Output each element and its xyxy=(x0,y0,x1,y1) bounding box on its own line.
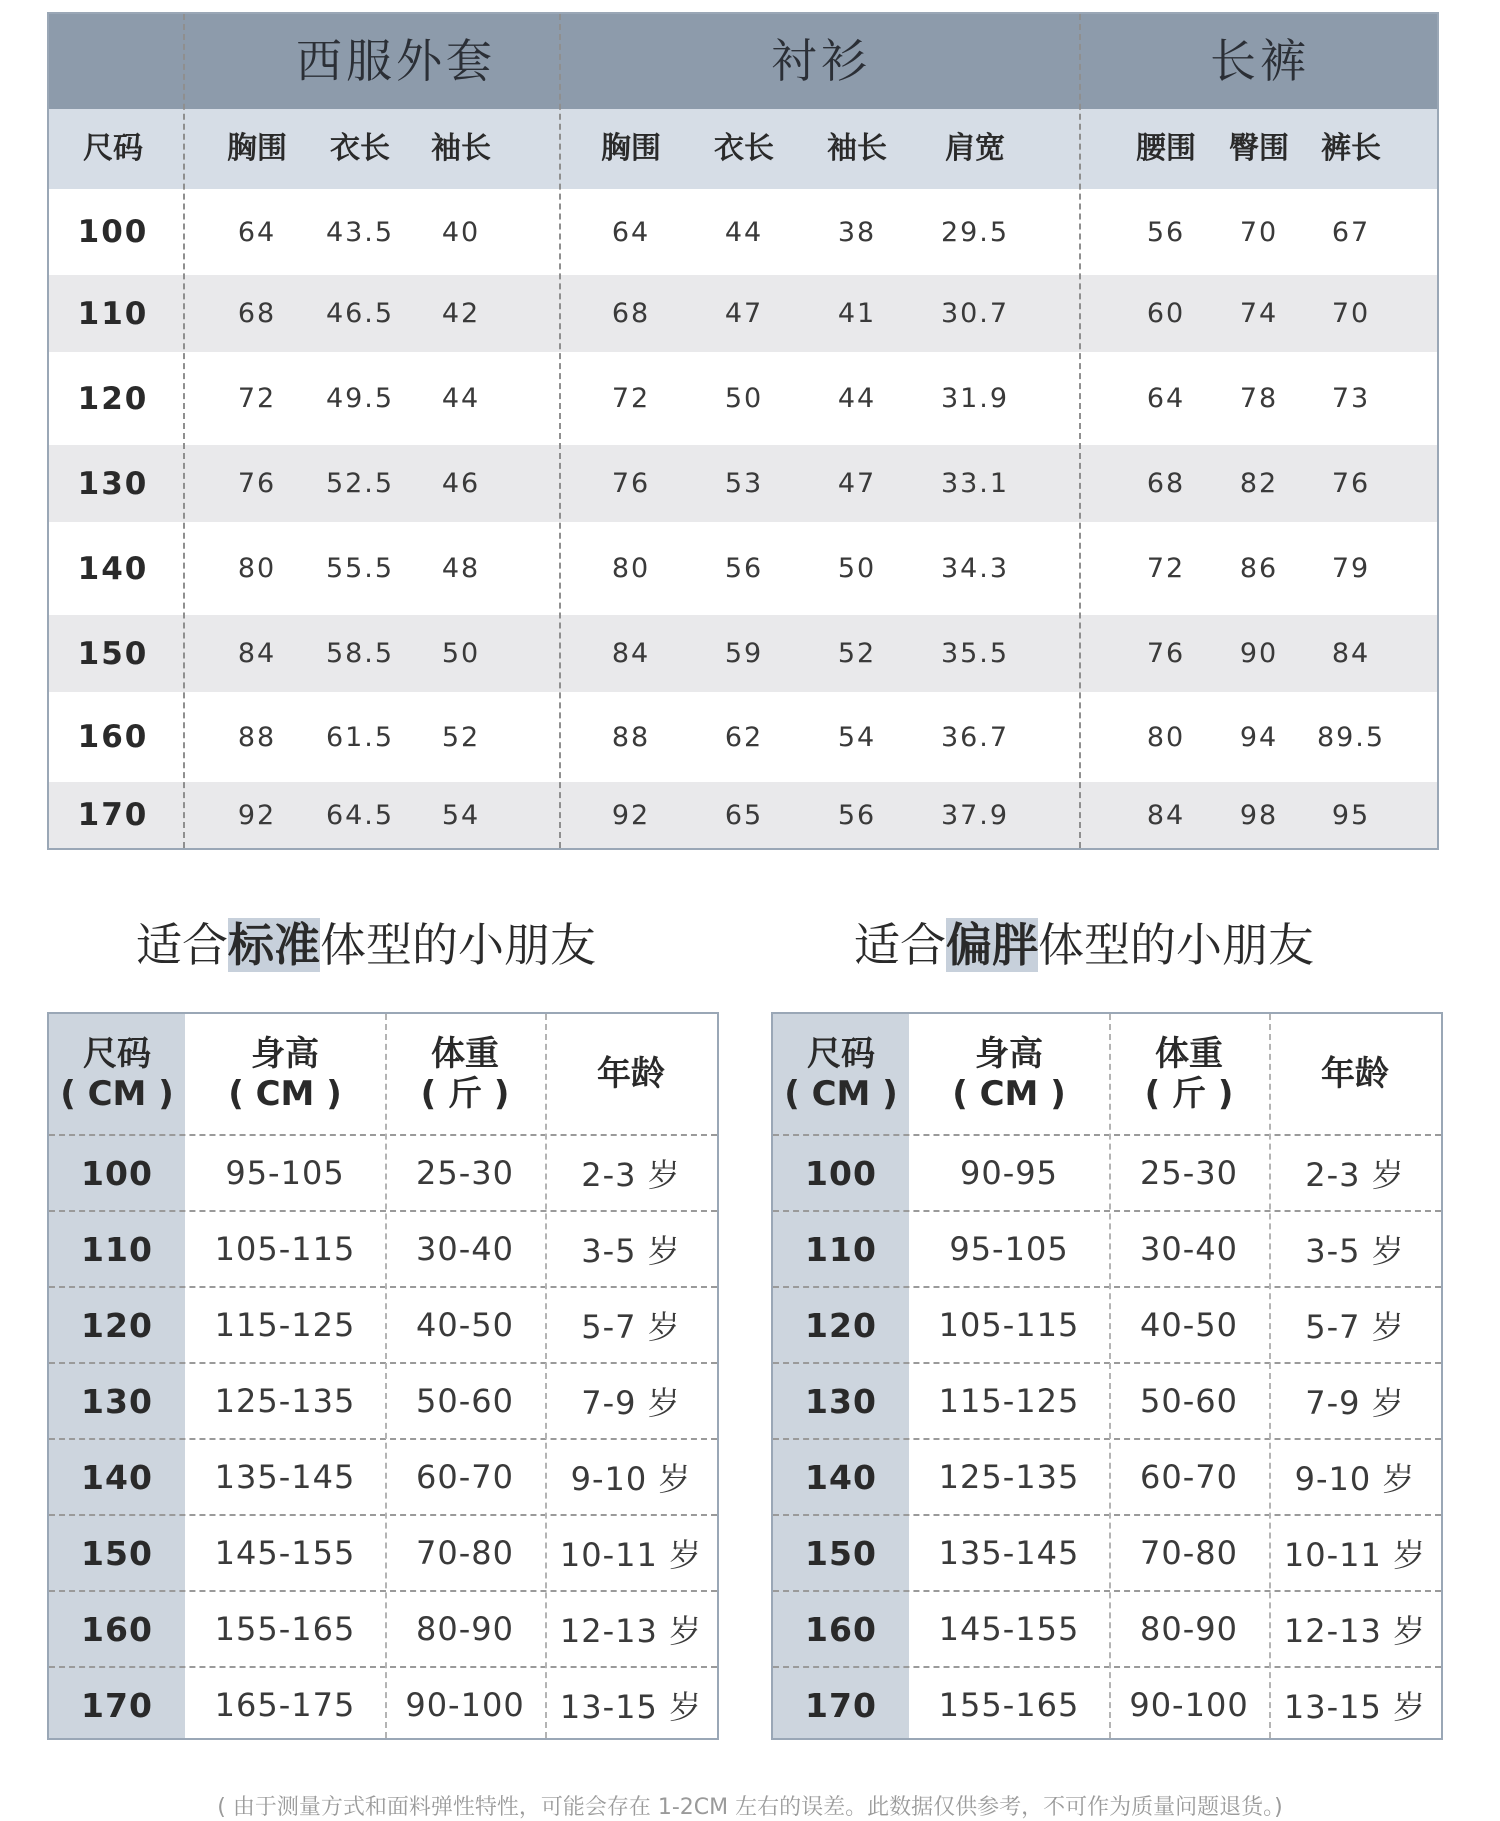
measurement-cell: 86 xyxy=(1239,553,1279,584)
column-header-label: 尺码 xyxy=(806,1034,875,1074)
table-row xyxy=(49,1286,717,1362)
size-cell: 160 xyxy=(805,1609,877,1649)
measurement-cell: 44 xyxy=(724,216,764,248)
heading-highlight: 标准 xyxy=(228,918,320,972)
value-cell: 90-100 xyxy=(405,1686,525,1724)
measurement-cell: 60 xyxy=(1146,298,1186,329)
column-header: 衣长 xyxy=(330,131,390,166)
measurement-cell: 72 xyxy=(1146,553,1186,584)
column-divider xyxy=(385,1014,387,1738)
measurement-cell: 42 xyxy=(441,298,481,329)
table-header-row xyxy=(49,1014,717,1134)
value-cell: 30-40 xyxy=(416,1230,514,1268)
value-cell: 115-125 xyxy=(938,1382,1080,1420)
size-cell: 150 xyxy=(805,1533,877,1573)
value-cell: 40-50 xyxy=(416,1306,514,1344)
table-row xyxy=(773,1362,1441,1438)
measurement-cell: 84 xyxy=(1146,799,1186,831)
value-cell: 2-3 岁 xyxy=(1305,1156,1405,1194)
value-cell: 13-15 岁 xyxy=(559,1688,703,1726)
size-cell: 170 xyxy=(805,1685,877,1725)
value-cell: 50-60 xyxy=(1140,1382,1238,1420)
measurement-cell: 88 xyxy=(611,721,651,753)
measurement-cell: 70 xyxy=(1331,298,1371,329)
measurement-cell: 35.5 xyxy=(940,638,1010,669)
table-row xyxy=(49,522,1437,615)
column-header xyxy=(385,1014,545,1134)
column-header xyxy=(1109,1014,1269,1134)
measurement-cell: 68 xyxy=(611,298,651,329)
measurement-cell: 80 xyxy=(611,553,651,584)
table-row xyxy=(49,1438,717,1514)
measurement-cell: 44 xyxy=(837,383,877,414)
value-cell: 12-13 岁 xyxy=(559,1612,703,1650)
column-header: 袖长 xyxy=(431,131,491,166)
measurement-cell: 53 xyxy=(724,468,764,499)
measurement-cell: 29.5 xyxy=(940,216,1010,248)
size-cell: 140 xyxy=(77,550,149,587)
column-header: 臀围 xyxy=(1229,131,1289,166)
measurement-cell: 37.9 xyxy=(940,799,1010,831)
value-cell: 125-135 xyxy=(214,1382,356,1420)
table-row xyxy=(49,1666,717,1740)
measurement-cell: 59 xyxy=(724,638,764,669)
table-row xyxy=(773,1438,1441,1514)
value-cell: 105-115 xyxy=(214,1230,356,1268)
table-row xyxy=(49,1514,717,1590)
value-cell: 10-11 岁 xyxy=(1283,1536,1427,1574)
table-row xyxy=(49,445,1437,522)
column-header: 胸围 xyxy=(601,131,661,166)
table-row xyxy=(49,1590,717,1666)
size-cell: 150 xyxy=(81,1533,153,1573)
measurement-cell: 61.5 xyxy=(325,721,395,753)
value-cell: 10-11 岁 xyxy=(559,1536,703,1574)
value-cell: 80-90 xyxy=(416,1610,514,1648)
measurement-cell: 33.1 xyxy=(940,468,1010,499)
value-cell: 3-5 岁 xyxy=(581,1232,681,1270)
table-row xyxy=(49,615,1437,692)
value-cell: 135-145 xyxy=(214,1458,356,1496)
size-cell: 120 xyxy=(77,380,149,417)
measurement-cell: 84 xyxy=(611,638,651,669)
value-cell: 5-7 岁 xyxy=(581,1308,681,1346)
value-cell: 90-95 xyxy=(960,1154,1058,1192)
size-cell: 150 xyxy=(77,635,149,672)
value-cell: 7-9 岁 xyxy=(1305,1384,1405,1422)
size-cell: 100 xyxy=(77,214,149,250)
size-cell: 140 xyxy=(805,1457,877,1497)
value-cell: 40-50 xyxy=(1140,1306,1238,1344)
measurement-cell: 64 xyxy=(237,216,277,248)
column-divider xyxy=(1269,1014,1271,1738)
value-cell: 95-105 xyxy=(949,1230,1069,1268)
column-header: 胸围 xyxy=(227,131,287,166)
value-cell: 7-9 岁 xyxy=(581,1384,681,1422)
value-cell: 135-145 xyxy=(938,1534,1080,1572)
measurement-cell: 38 xyxy=(837,216,877,248)
measurement-cell: 41 xyxy=(837,298,877,329)
column-divider xyxy=(545,1014,547,1738)
measurement-cell: 73 xyxy=(1331,383,1371,414)
size-cell: 110 xyxy=(81,1229,153,1269)
measurement-cell: 79 xyxy=(1331,553,1371,584)
measurement-cell: 95 xyxy=(1331,799,1371,831)
measurement-cell: 82 xyxy=(1239,468,1279,499)
size-cell: 130 xyxy=(81,1381,153,1421)
group-title-suit-jacket: 西服外套 xyxy=(296,34,496,88)
measurement-cell: 54 xyxy=(441,799,481,831)
measurement-cell: 52 xyxy=(837,638,877,669)
table-row xyxy=(49,692,1437,782)
value-cell: 155-165 xyxy=(938,1686,1080,1724)
measurement-cell: 68 xyxy=(1146,468,1186,499)
value-cell: 95-105 xyxy=(225,1154,345,1192)
value-cell: 165-175 xyxy=(214,1686,356,1724)
value-cell: 155-165 xyxy=(214,1610,356,1648)
value-cell: 3-5 岁 xyxy=(1305,1232,1405,1270)
column-header-label: 尺码 xyxy=(82,1034,151,1074)
column-header-unit: ( 斤 ) xyxy=(1144,1074,1234,1114)
table-row xyxy=(49,352,1437,445)
measurement-cell: 62 xyxy=(724,721,764,753)
value-cell: 25-30 xyxy=(1140,1154,1238,1192)
column-header-label: 身高 xyxy=(974,1034,1043,1074)
value-cell: 70-80 xyxy=(416,1534,514,1572)
chubby-body-heading xyxy=(854,912,1314,978)
column-header xyxy=(1269,1014,1441,1134)
measurement-cell: 50 xyxy=(837,553,877,584)
measurement-cell: 56 xyxy=(724,553,764,584)
column-header-label: 体重 xyxy=(430,1034,499,1074)
measurement-cell: 30.7 xyxy=(940,298,1010,329)
measurement-cell: 47 xyxy=(837,468,877,499)
measurement-cell: 52.5 xyxy=(325,468,395,499)
heading-suffix: 体型的小朋友 xyxy=(320,918,596,972)
measurement-cell: 50 xyxy=(441,638,481,669)
column-header-label: 年龄 xyxy=(597,1054,665,1094)
column-header-unit: ( CM ) xyxy=(60,1074,174,1114)
value-cell: 145-155 xyxy=(214,1534,356,1572)
table-row xyxy=(773,1134,1441,1210)
value-cell: 13-15 岁 xyxy=(1283,1688,1427,1726)
size-cell: 160 xyxy=(77,719,149,755)
measurement-cell: 58.5 xyxy=(325,638,395,669)
table-row xyxy=(49,782,1437,848)
column-header-label: 体重 xyxy=(1154,1034,1223,1074)
group-title-shirt: 衬衫 xyxy=(771,34,871,88)
value-cell: 5-7 岁 xyxy=(1305,1308,1405,1346)
measurement-cell: 76 xyxy=(1146,638,1186,669)
table-header-row xyxy=(773,1014,1441,1134)
column-header: 裤长 xyxy=(1321,131,1381,166)
measurement-cell: 74 xyxy=(1239,298,1279,329)
measurement-cell: 76 xyxy=(237,468,277,499)
size-cell: 110 xyxy=(77,295,149,332)
heading-suffix: 体型的小朋友 xyxy=(1038,918,1314,972)
measurement-cell: 34.3 xyxy=(940,553,1010,584)
column-header: 袖长 xyxy=(827,131,887,166)
measurement-cell: 68 xyxy=(237,298,277,329)
measurement-cell: 46.5 xyxy=(325,298,395,329)
value-cell: 12-13 岁 xyxy=(1283,1612,1427,1650)
measurement-cell: 88 xyxy=(237,721,277,753)
column-header-label: 身高 xyxy=(250,1034,319,1074)
value-cell: 125-135 xyxy=(938,1458,1080,1496)
column-divider xyxy=(183,14,185,848)
measurement-cell: 64.5 xyxy=(325,799,395,831)
standard-body-heading xyxy=(136,912,596,978)
measurement-cell: 36.7 xyxy=(940,721,1010,753)
measurement-cell: 65 xyxy=(724,799,764,831)
column-header-unit: ( CM ) xyxy=(784,1074,898,1114)
measurement-cell: 56 xyxy=(1146,216,1186,248)
column-header xyxy=(185,1014,385,1134)
value-cell: 80-90 xyxy=(1140,1610,1238,1648)
measurement-cell: 72 xyxy=(237,383,277,414)
group-title-pants: 长裤 xyxy=(1210,34,1310,88)
measurement-cell: 92 xyxy=(611,799,651,831)
measurement-cell: 89.5 xyxy=(1316,721,1386,753)
measurement-cell: 72 xyxy=(611,383,651,414)
size-chart-table xyxy=(47,12,1439,850)
size-cell: 120 xyxy=(81,1305,153,1345)
size-cell: 130 xyxy=(805,1381,877,1421)
size-cell: 100 xyxy=(81,1153,153,1193)
measurement-cell: 55.5 xyxy=(325,553,395,584)
measurement-cell: 56 xyxy=(837,799,877,831)
table-row xyxy=(49,189,1437,275)
measurement-cell: 67 xyxy=(1331,216,1371,248)
value-cell: 9-10 岁 xyxy=(570,1460,692,1498)
column-header xyxy=(49,1014,185,1134)
measurement-cell: 76 xyxy=(611,468,651,499)
measurement-cell: 84 xyxy=(237,638,277,669)
value-cell: 105-115 xyxy=(938,1306,1080,1344)
value-cell: 50-60 xyxy=(416,1382,514,1420)
column-header-unit: ( CM ) xyxy=(228,1074,342,1114)
measurement-cell: 84 xyxy=(1331,638,1371,669)
measurement-cell: 98 xyxy=(1239,799,1279,831)
chubby-body-table xyxy=(771,1012,1443,1740)
measurement-cell: 64 xyxy=(1146,383,1186,414)
measurement-cell: 31.9 xyxy=(940,383,1010,414)
measurement-cell: 64 xyxy=(611,216,651,248)
measurement-cell: 70 xyxy=(1239,216,1279,248)
column-header-label: 年龄 xyxy=(1321,1054,1389,1094)
standard-body-table xyxy=(47,1012,719,1740)
table-row xyxy=(773,1590,1441,1666)
size-cell: 160 xyxy=(81,1609,153,1649)
measurement-cell: 92 xyxy=(237,799,277,831)
column-header: 腰围 xyxy=(1136,131,1196,166)
table-row xyxy=(49,1210,717,1286)
measurement-cell: 47 xyxy=(724,298,764,329)
measurement-cell: 52 xyxy=(441,721,481,753)
size-cell: 130 xyxy=(77,465,149,502)
size-cell: 110 xyxy=(805,1229,877,1269)
column-header-unit: ( 斤 ) xyxy=(420,1074,510,1114)
table-row xyxy=(49,275,1437,352)
measurement-cell: 50 xyxy=(724,383,764,414)
measurement-cell: 46 xyxy=(441,468,481,499)
value-cell: 9-10 岁 xyxy=(1294,1460,1416,1498)
size-cell: 170 xyxy=(77,797,149,833)
table-row xyxy=(773,1210,1441,1286)
value-cell: 2-3 岁 xyxy=(581,1156,681,1194)
measurement-cell: 49.5 xyxy=(325,383,395,414)
value-cell: 115-125 xyxy=(214,1306,356,1344)
column-header: 肩宽 xyxy=(945,131,1005,166)
measurement-cell: 43.5 xyxy=(325,216,395,248)
column-header-unit: ( CM ) xyxy=(952,1074,1066,1114)
value-cell: 60-70 xyxy=(1140,1458,1238,1496)
size-cell: 120 xyxy=(805,1305,877,1345)
column-divider xyxy=(1109,1014,1111,1738)
measurement-cell: 76 xyxy=(1331,468,1371,499)
table-row xyxy=(773,1666,1441,1740)
measurement-cell: 44 xyxy=(441,383,481,414)
measurement-cell: 40 xyxy=(441,216,481,248)
column-header xyxy=(545,1014,717,1134)
measurement-cell: 90 xyxy=(1239,638,1279,669)
measurement-cell: 54 xyxy=(837,721,877,753)
measurement-cell: 80 xyxy=(237,553,277,584)
column-header xyxy=(909,1014,1109,1134)
value-cell: 30-40 xyxy=(1140,1230,1238,1268)
measurement-cell: 78 xyxy=(1239,383,1279,414)
measurement-cell: 48 xyxy=(441,553,481,584)
disclaimer-note: ( 由于测量方式和面料弹性特性，可能会存在 1-2CM 左右的误差。此数据仅供参考，不可作为质量问题退货。) xyxy=(217,1795,1283,1820)
value-cell: 90-100 xyxy=(1129,1686,1249,1724)
column-header xyxy=(773,1014,909,1134)
column-divider xyxy=(559,14,561,848)
value-cell: 60-70 xyxy=(416,1458,514,1496)
value-cell: 25-30 xyxy=(416,1154,514,1192)
heading-highlight: 偏胖 xyxy=(946,918,1038,972)
table-row xyxy=(49,1134,717,1210)
size-cell: 170 xyxy=(81,1685,153,1725)
table-row xyxy=(49,1362,717,1438)
size-cell: 140 xyxy=(81,1457,153,1497)
size-cell: 100 xyxy=(805,1153,877,1193)
column-divider xyxy=(1079,14,1081,848)
column-header: 尺码 xyxy=(83,131,143,166)
measurement-cell: 80 xyxy=(1146,721,1186,753)
table-row xyxy=(773,1514,1441,1590)
value-cell: 145-155 xyxy=(938,1610,1080,1648)
table-row xyxy=(773,1286,1441,1362)
column-header: 衣长 xyxy=(714,131,774,166)
value-cell: 70-80 xyxy=(1140,1534,1238,1572)
heading-prefix: 适合 xyxy=(136,918,228,972)
heading-prefix: 适合 xyxy=(854,918,946,972)
measurement-cell: 94 xyxy=(1239,721,1279,753)
